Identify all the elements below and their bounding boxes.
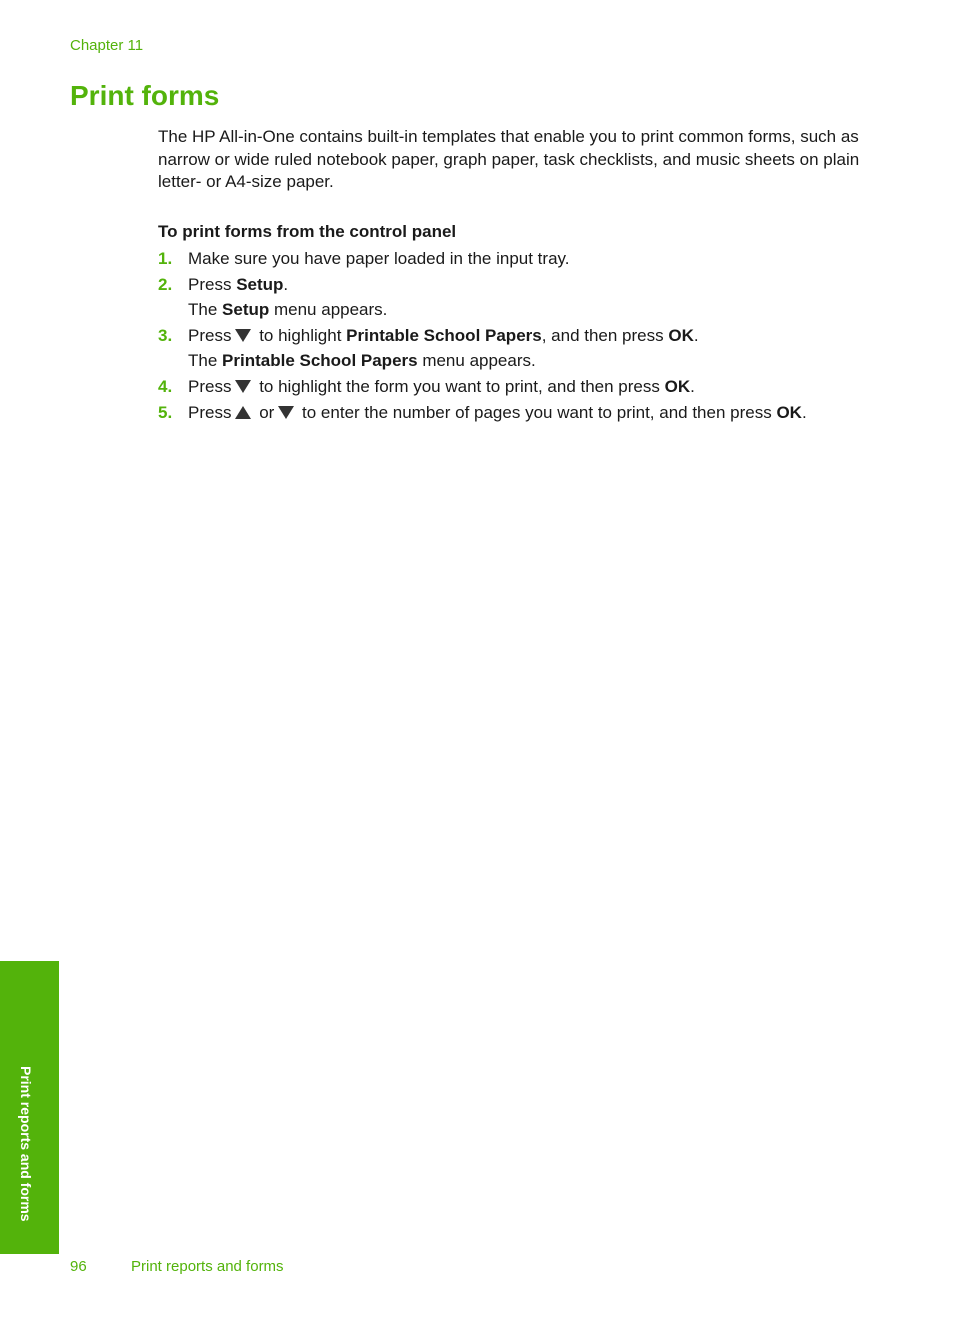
step-text: Press: [188, 275, 237, 294]
step-text: or: [254, 403, 275, 422]
ok-button-name: OK: [668, 326, 694, 345]
footer-title: Print reports and forms: [131, 1258, 284, 1275]
down-arrow-icon: [235, 380, 251, 393]
step-text: Make sure you have paper loaded in the input tray.: [188, 249, 570, 268]
step-number: 4.: [158, 377, 173, 396]
side-tab-label: Print reports and forms: [18, 1066, 34, 1222]
step-text: Press: [188, 403, 232, 422]
step-5: [158, 402, 898, 423]
step-text: .: [690, 377, 695, 396]
menu-name: Printable School Papers: [222, 351, 418, 370]
menu-option-name: Printable School Papers: [346, 326, 542, 345]
setup-menu-name: Setup: [222, 300, 270, 319]
setup-button-name: Setup: [236, 275, 284, 294]
step-text: to enter the number of pages you want to print, and then press: [297, 403, 777, 422]
step-result-text: menu appears.: [269, 300, 388, 319]
step-1: [158, 248, 898, 269]
step-result-text: The: [188, 300, 223, 319]
ok-button-name: OK: [776, 403, 802, 422]
down-arrow-icon: [235, 329, 251, 342]
step-number: 1.: [158, 249, 173, 268]
step-number: 3.: [158, 326, 173, 345]
step-result-text: The: [188, 351, 223, 370]
up-arrow-icon: [235, 406, 251, 419]
step-result-text: menu appears.: [417, 351, 536, 370]
ok-button-name: OK: [664, 377, 691, 396]
step-text: Press: [188, 377, 232, 396]
page-number: 96: [70, 1258, 87, 1275]
step-text: .: [283, 275, 289, 294]
step-text: to highlight the form you want to print, and then press: [254, 377, 665, 396]
step-text: to highlight: [254, 326, 347, 345]
step-3: [158, 325, 898, 371]
step-text: .: [693, 326, 699, 345]
section-title: Print forms: [70, 80, 220, 111]
step-number: 5.: [158, 403, 173, 422]
chapter-label: Chapter 11: [70, 37, 144, 54]
step-text: .: [801, 403, 807, 422]
step-text: Press: [188, 326, 232, 345]
down-arrow-icon: [278, 406, 294, 419]
step-result: [188, 299, 898, 320]
step-4: [158, 376, 898, 397]
step-result: [188, 350, 898, 371]
procedure-steps: [158, 248, 898, 428]
procedure-title: To print forms from the control panel: [158, 222, 457, 241]
step-text: , and then press: [541, 326, 669, 345]
intro-paragraph: The HP All-in-One contains built-in templates that enable you to print common forms, such as narrow or wide ruled notebook paper, graph paper, task checklists, and music sheets on plain letter- or A4-size paper.: [158, 127, 860, 191]
step-number: 2.: [158, 275, 173, 294]
step-2: [158, 274, 898, 320]
